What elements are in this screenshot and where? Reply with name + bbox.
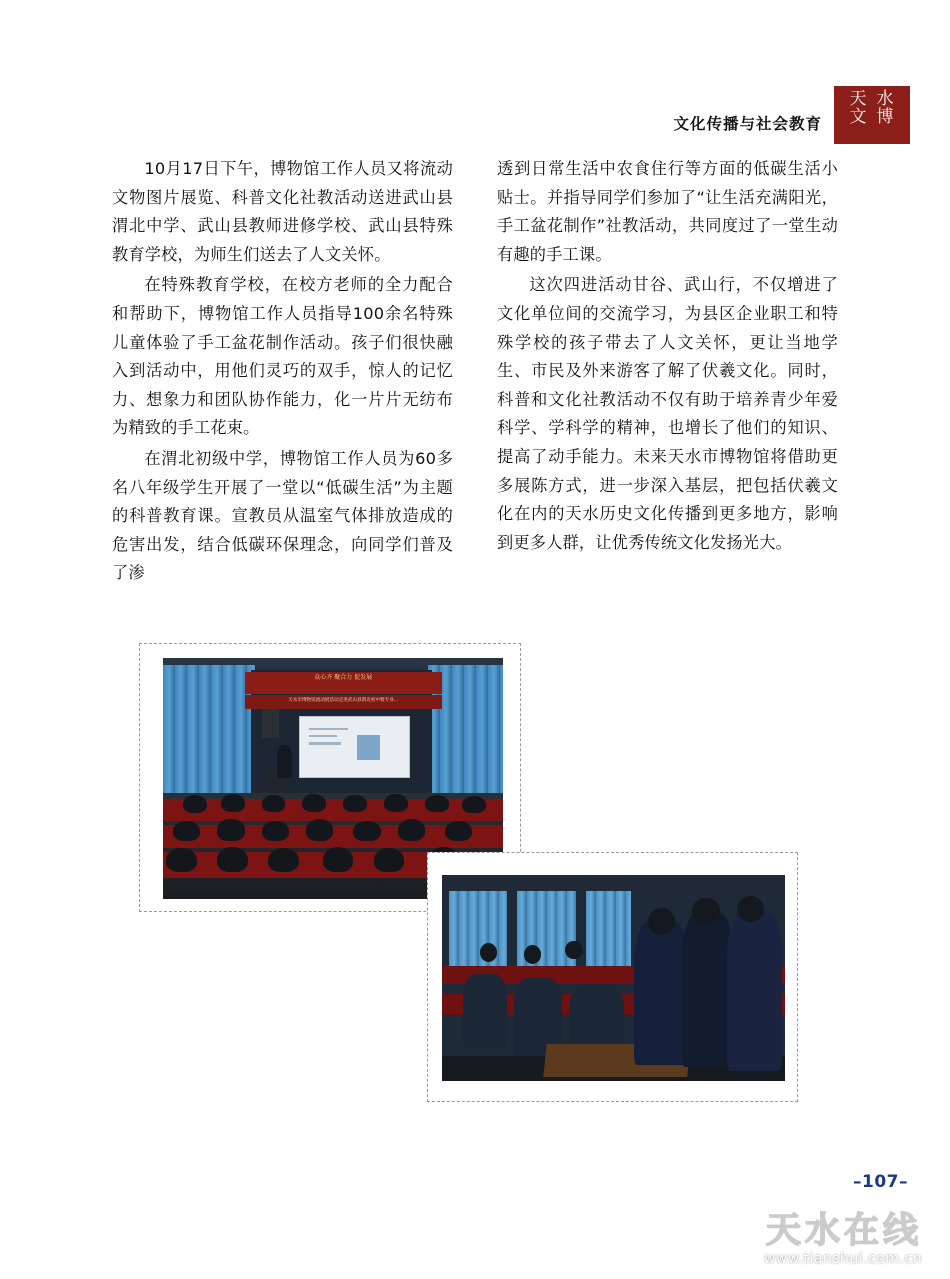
photo-staff-member: [682, 912, 733, 1067]
watermark-site-name: 天水在线: [765, 1211, 922, 1251]
photo-student: [480, 943, 497, 962]
photo-image: [442, 875, 785, 1081]
watermark: [726, 1201, 922, 1267]
watermark-url: www.tianshui.com.cn: [763, 1251, 922, 1267]
paragraph: 在特殊教育学校，在校方老师的全力配合和帮助下，博物馆工作人员指导100余名特殊儿童体验了手工盆花制作活动。孩子们很快融入到活动中，用他们灵巧的双手，惊人的记忆力、想象力和团队协作能力，化一片片无纺布为精致的手工花束。: [112, 275, 453, 438]
paragraph: 这次四进活动甘谷、武山行，不仅增进了文化单位间的交流学习，为县区企业职工和特殊学校的孩子带去了人文关怀，更让当地学生、市民及外来游客了解了伏羲文化。同时，科普和文化社教活动不仅有助于培养青少年爱科学、学科学的精神，也增长了他们的知识、提高了动手能力。未来天水市博物馆将借助更多展陈方式，进一步深入基层，把包括伏羲文化在内的天水历史文化传播到更多地方，影响到更多人群，让优秀传统文化发扬光大。: [497, 275, 838, 552]
seal-line-2: 文博: [849, 106, 904, 127]
page-header: [0, 86, 950, 146]
photo-staff-head: [648, 908, 675, 935]
watermark-divider: [726, 1246, 922, 1247]
photo-student: [463, 974, 508, 1048]
photo-staff-head: [692, 898, 719, 925]
photo-student: [524, 945, 541, 964]
photo-banner: 众心齐 聚合力 促发展: [245, 672, 442, 694]
page-number: –107–: [853, 1172, 908, 1192]
photo-projection-screen: [299, 716, 410, 778]
photo-craft-activity: [427, 852, 798, 1102]
article-body: [112, 155, 838, 590]
paragraph: 透到日常生活中农食住行等方面的低碳生活小贴士。并指导同学们参加了“让生活充满阳光，手工盆花制作”社教活动，共同度过了一堂生动有趣的手工课。: [497, 159, 838, 264]
paragraph: 10月17日下午，博物馆工作人员又将流动文物图片展览、科普文化社教活动送进武山县渭北中学、武山县教师进修学校、武山县特殊教育学校，为师生们送去了人文关怀。: [112, 159, 453, 264]
photo-speaker: [262, 709, 279, 738]
museum-seal-logo: [834, 86, 910, 144]
right-column: [497, 155, 838, 590]
photo-staff-member: [727, 910, 782, 1071]
photo-presenter: [277, 745, 292, 779]
seal-line-1: 天水: [849, 89, 904, 109]
photo-window: [586, 891, 631, 973]
left-column: [112, 155, 453, 590]
photo-student: [565, 941, 582, 960]
paragraph: 在渭北初级中学，博物馆工作人员为60多名八年级学生开展了一堂以“低碳生活”为主题的科普教育课。宣教员从温室气体排放造成的危害出发，结合低碳环保理念，向同学们普及了渗: [112, 448, 453, 583]
photo-window: [449, 891, 507, 973]
page-title: 文化传播与社会教育: [673, 115, 822, 133]
photo-staff-member: [634, 920, 689, 1064]
photo-banner-sub: 天水市博物馆流动展活动走进武山县渭北初中暨专业...: [245, 695, 442, 708]
